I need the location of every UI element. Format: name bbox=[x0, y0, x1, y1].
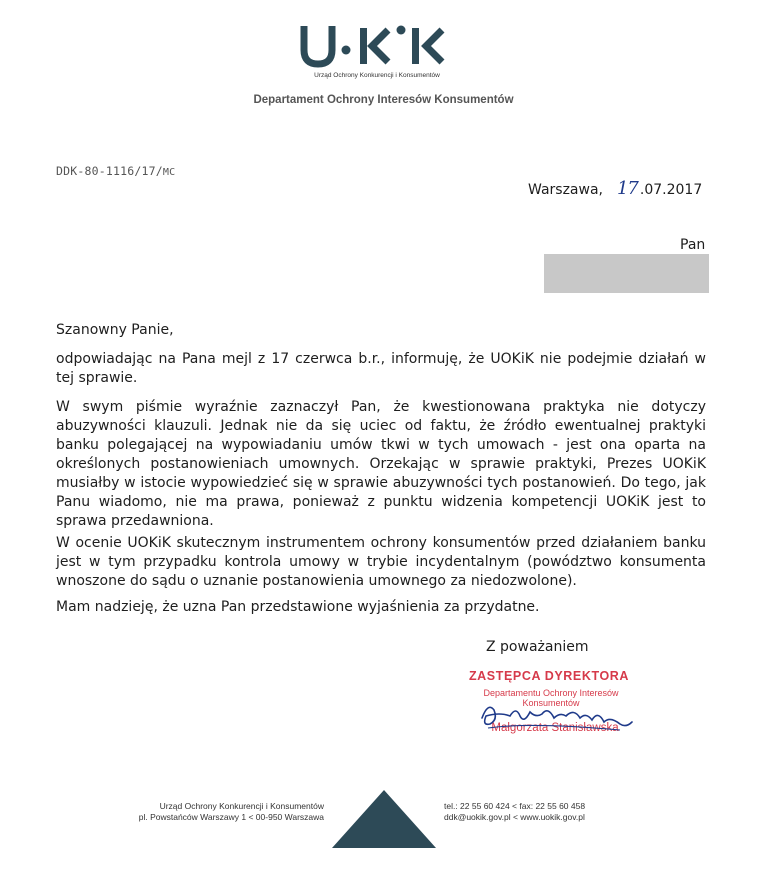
recipient-label: Pan bbox=[680, 237, 706, 253]
paragraph-4: Mam nadzieję, że uzna Pan przedstawione wyjaśnienia za przydatne. bbox=[56, 599, 540, 615]
redacted-address bbox=[544, 254, 709, 293]
footer-contact bbox=[444, 801, 644, 823]
date-line bbox=[528, 178, 702, 199]
uokik-logo bbox=[300, 22, 450, 68]
salutation: Szanowny Panie, bbox=[56, 322, 174, 338]
footer-street: pl. Powstańców Warszawy 1 < 00-950 Warszawa bbox=[138, 812, 324, 822]
footer-address bbox=[110, 801, 324, 823]
paragraph-3: W ocenie UOKiK skutecznym instrumentem ochrony konsumentów przed działaniem banku jest w tym przypadku kontrola umowy w trybie incydentalnym (powództwo konsumenta wnoszone do sądu o uznanie postanowienia umownego za niedozwolone). bbox=[56, 535, 706, 589]
stamp-title: ZASTĘPCA DYREKTORA bbox=[468, 669, 630, 683]
reference-main: DDK-80-1116/17/ bbox=[56, 164, 163, 178]
reference-number bbox=[56, 164, 175, 178]
handwritten-signature bbox=[470, 698, 640, 740]
date-day-handwritten: 17 bbox=[616, 178, 638, 199]
footer-phone-fax: tel.: 22 55 60 424 < fax: 22 55 60 458 bbox=[444, 801, 586, 811]
stamp-department: Departamentu Ochrony Interesów Konsumentów bbox=[483, 688, 619, 708]
footer-triangle-icon bbox=[332, 790, 436, 848]
closing: Z poważaniem bbox=[486, 639, 589, 655]
paragraph-1: odpowiadając na Pana mejl z 17 czerwca b.r., informuję, że UOKiK nie podejmie działań w tej sprawie. bbox=[56, 351, 706, 386]
footer-office-name: Urząd Ochrony Konkurencji i Konsumentów bbox=[159, 801, 324, 811]
stamp-name: Małgorzata Stanisławska bbox=[491, 722, 619, 734]
department-name: Departament Ochrony Interesów Konsumentów bbox=[253, 94, 514, 106]
city: Warszawa, bbox=[528, 182, 603, 198]
paragraph-2: W swym piśmie wyraźnie zaznaczył Pan, że kwestionowana praktyka nie dotyczy abuzywności klauzuli. Jednak nie da się uciec od faktu, że źródło ewentualnej praktyki banku polegającej na wypowiadaniu umów tkwi w tych umowach - jest ona oparta na określonych postanowieniach umownych. Orzekając w sprawie praktyki, Prezes UOKiK musiałby w istocie wypowiedzieć się w sprawie abuzywności tych postanowień. Do tego, jak Panu wiadomo, nie ma prawa, ponieważ z punktu widzenia kompetencji UOKiK jest to sprawa przedawniona. bbox=[56, 399, 706, 529]
logo-subtitle: Urząd Ochrony Konkurencji i Konsumentów bbox=[314, 72, 440, 79]
footer-email-web: ddk@uokik.gov.pl < www.uokik.gov.pl bbox=[444, 812, 585, 822]
reference-suffix: MC bbox=[162, 167, 176, 178]
date-rest: .07.2017 bbox=[639, 182, 703, 198]
